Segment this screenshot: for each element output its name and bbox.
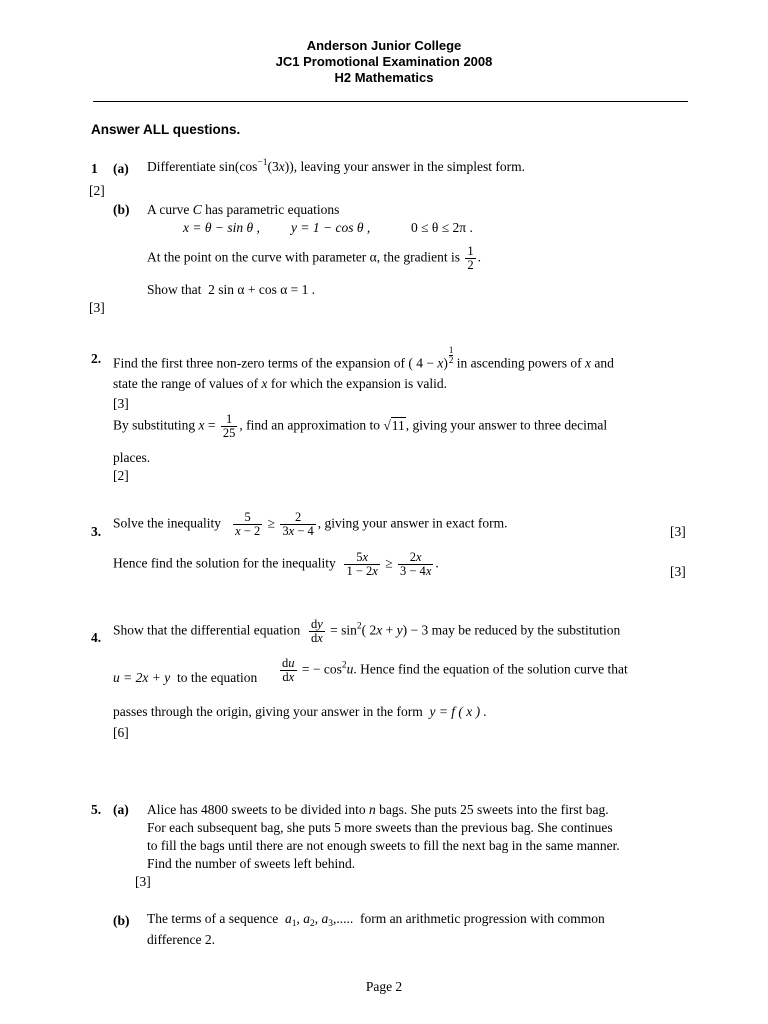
q1a-text: Differentiate $\sin(\cos^{-1}(3x))$, leaving your answer in the simplest form. [147,158,526,174]
q1b-line3: Show that 2 sin α + cos α = 1 . [147,282,316,297]
q2-number: 2. [91,351,102,366]
q5a-line3: to fill the bags until there are not enough sweets to fill the next bag in the same manner. [147,838,620,853]
q2-line1: Find the first three non-zero terms of the expansion of ( $4 - x)\frac{1}{2}$ in ascending powers of x and [113,345,614,371]
q5b-line1: The terms of a sequence $a_1$, $a_2$, $a_3$,..... form an arithmetic progression with common [147,911,605,929]
q5a-line2: For each subsequent bag, she puts 5 more sweets than the previous bag. She continues [147,820,613,835]
q1b-eq-range: 0 ≤ θ ≤ 2π . [411,220,473,235]
q1a-marks: [2] [89,183,105,198]
q3-marks2: [3] [670,564,686,579]
q3-number: 3. [91,524,102,539]
q5b-label: (b) [113,913,130,928]
page-number: Page 2 [365,979,403,994]
q2-line2: state the range of values of x for which the expansion is valid. [113,376,448,391]
instruction: Answer ALL questions. [91,122,241,137]
q2-line4: places. [113,450,151,465]
q2-marks1: [3] [113,396,129,411]
q5-number: 5. [91,802,102,817]
college-name: Anderson Junior College [306,38,462,53]
q3-line2: Hence find the solution for the inequality $\frac{5x}{1 - 2x}$ ≥ $\frac{2x}{3 - 4x}$ . [113,550,439,579]
q5a-label: (a) [113,802,129,817]
q4-number: 4. [91,630,102,645]
q1b-label: (b) [113,202,130,217]
q4-line2-eq: $\frac{du}{dx}$ = − $\cos^2u$. Hence find the equation of the solution curve that [282,656,628,685]
q1b-line2: At the point on the curve with parameter α, the gradient is $\frac{1}{2}$ . [147,244,481,273]
q3-marks1: [3] [670,524,686,539]
q1b-marks: [3] [89,300,105,315]
q1b-eq-x: x = θ − sin θ , [183,220,260,235]
q4-line2: u = 2x + y to the equation [113,670,258,685]
q1b-text: A curve C has parametric equations [147,202,340,217]
q4-line3: passes through the origin, giving your answer in the form y = f ( x ) . [113,704,487,719]
exam-title: JC1 Promotional Examination 2008 [275,54,493,69]
header-divider [93,101,688,102]
q1a-label: (a) [113,161,129,176]
q1-number: 1 [91,161,98,176]
q4-marks: [6] [113,725,129,740]
q2-marks2: [2] [113,468,129,483]
q5a-marks: [3] [135,874,151,889]
q5a-line4: Find the number of sweets left behind. [147,856,356,871]
q5b-line2: difference 2. [147,932,215,947]
q5a-line1: Alice has 4800 sweets to be divided into n bags. She puts 25 sweets into the first bag. [147,802,609,817]
q1b-eq-y: y = 1 − cos θ , [291,220,371,235]
subject-title: H2 Mathematics [334,70,434,85]
q3-line1: Solve the inequality $\frac{5}{x - 2}$ ≥ $\frac{2}{3x - 4}$ , giving your answer in exact form. [113,510,508,539]
q2-line3: By substituting x = $\frac{1}{25}$ , find an approximation to √11, giving your answer to three decimal [113,412,608,441]
q4-line1: Show that the differential equation $\frac{dy}{dx}$ = $\sin^2$( 2x + y) − 3 may be reduced by the substitution [113,617,621,646]
